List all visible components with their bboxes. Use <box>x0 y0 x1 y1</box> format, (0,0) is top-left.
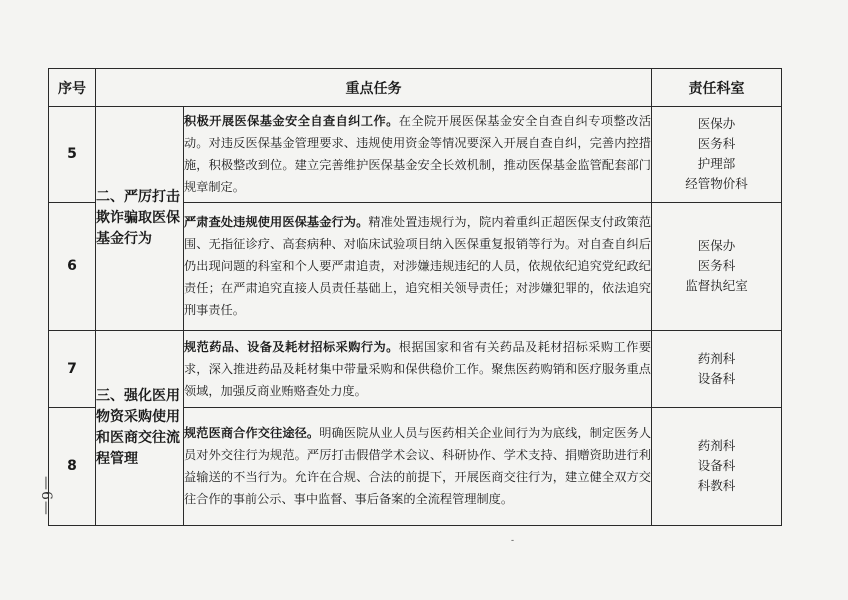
task-cell <box>184 407 652 525</box>
dept-name: 医务科 <box>697 136 736 152</box>
task-body: 明确医院从业人员与医药相关企业间行为为底线，制定医务人员对外交往行为规范。严厉打击假借学术会议、科研协作、学术支持、捐赠资助进行利益输送的不当行为。允许在合规、合法的前提下，开展医商交往行为，建立健全双方交往合作的事前公示、事中监督、事后备案的全流程管理制度。 <box>184 426 652 507</box>
header-row <box>49 69 782 107</box>
row-number: 5 <box>49 107 96 202</box>
header-task: 重点任务 <box>96 69 652 107</box>
dept-name: 药剂科 <box>697 350 736 366</box>
header-dept: 责任科室 <box>652 69 782 107</box>
dept-name: 医保办 <box>697 116 736 132</box>
dept-name: 药剂科 <box>697 438 736 454</box>
row-number: 6 <box>49 202 96 330</box>
dept-name: 经管物价科 <box>685 176 748 192</box>
dept-cell <box>652 331 782 408</box>
category-cell: 三、强化医用物资采购使用和医商交往流程管理 <box>96 331 184 526</box>
page-number: —6— <box>38 476 54 516</box>
task-cell <box>184 331 652 408</box>
header-seq: 序号 <box>49 69 96 107</box>
table-row <box>49 107 782 202</box>
task-title: 规范医商合作交往途径。 <box>184 426 320 441</box>
category-cell: 二、严厉打击欺诈骗取医保基金行为 <box>96 107 184 331</box>
task-title: 严肃查处违规使用医保基金行为。 <box>184 215 369 230</box>
stray-mark: - <box>511 536 515 546</box>
task-cell <box>184 107 652 202</box>
row-number: 8 <box>49 407 96 525</box>
task-table <box>48 68 782 526</box>
task-body: 精准处置违规行为，院内着重纠正超医保支付政策范围、无指征诊疗、高套病种、对临床试验项目纳入医保重复报销等行为。对自查自纠后仍出现问题的科室和个人要严肃追责，对涉嫌违规违纪的人员，依规依纪追究党纪政纪责任；在严肃追究直接人员责任基础上，追究相关领导责任；对涉嫌犯罪的，依法追究刑事责任。 <box>184 215 652 318</box>
dept-name: 设备科 <box>697 370 736 386</box>
dept-name: 医保办 <box>697 238 736 254</box>
task-body: 在全院开展医保基金安全自查自纠专项整改活动。对违反医保基金管理要求、违规使用资金等情况要深入开展自查自纠，完善内控措施，积极整改到位。建立完善维护医保基金安全长效机制，推动医保基金监管配套部门规章制定。 <box>184 114 652 195</box>
task-cell <box>184 202 652 330</box>
dept-name: 医务科 <box>697 258 736 274</box>
task-title: 积极开展医保基金安全自查自纠工作。 <box>184 114 399 129</box>
table-row <box>49 331 782 408</box>
dept-cell <box>652 107 782 202</box>
dept-name: 设备科 <box>697 458 736 474</box>
dept-name: 科教科 <box>697 478 736 494</box>
dept-cell <box>652 202 782 330</box>
dept-name: 监督执纪室 <box>685 278 748 294</box>
task-title: 规范药品、设备及耗材招标采购行为。 <box>184 339 399 354</box>
dept-name: 护理部 <box>697 156 736 172</box>
dept-cell <box>652 407 782 525</box>
row-number: 7 <box>49 331 96 408</box>
task-body: 根据国家和省有关药品及耗材招标采购工作要求，深入推进药品及耗材集中带量采购和保供稳价工作。聚焦医药购销和医疗服务重点领域，加强反商业贿赂查处力度。 <box>184 339 652 398</box>
